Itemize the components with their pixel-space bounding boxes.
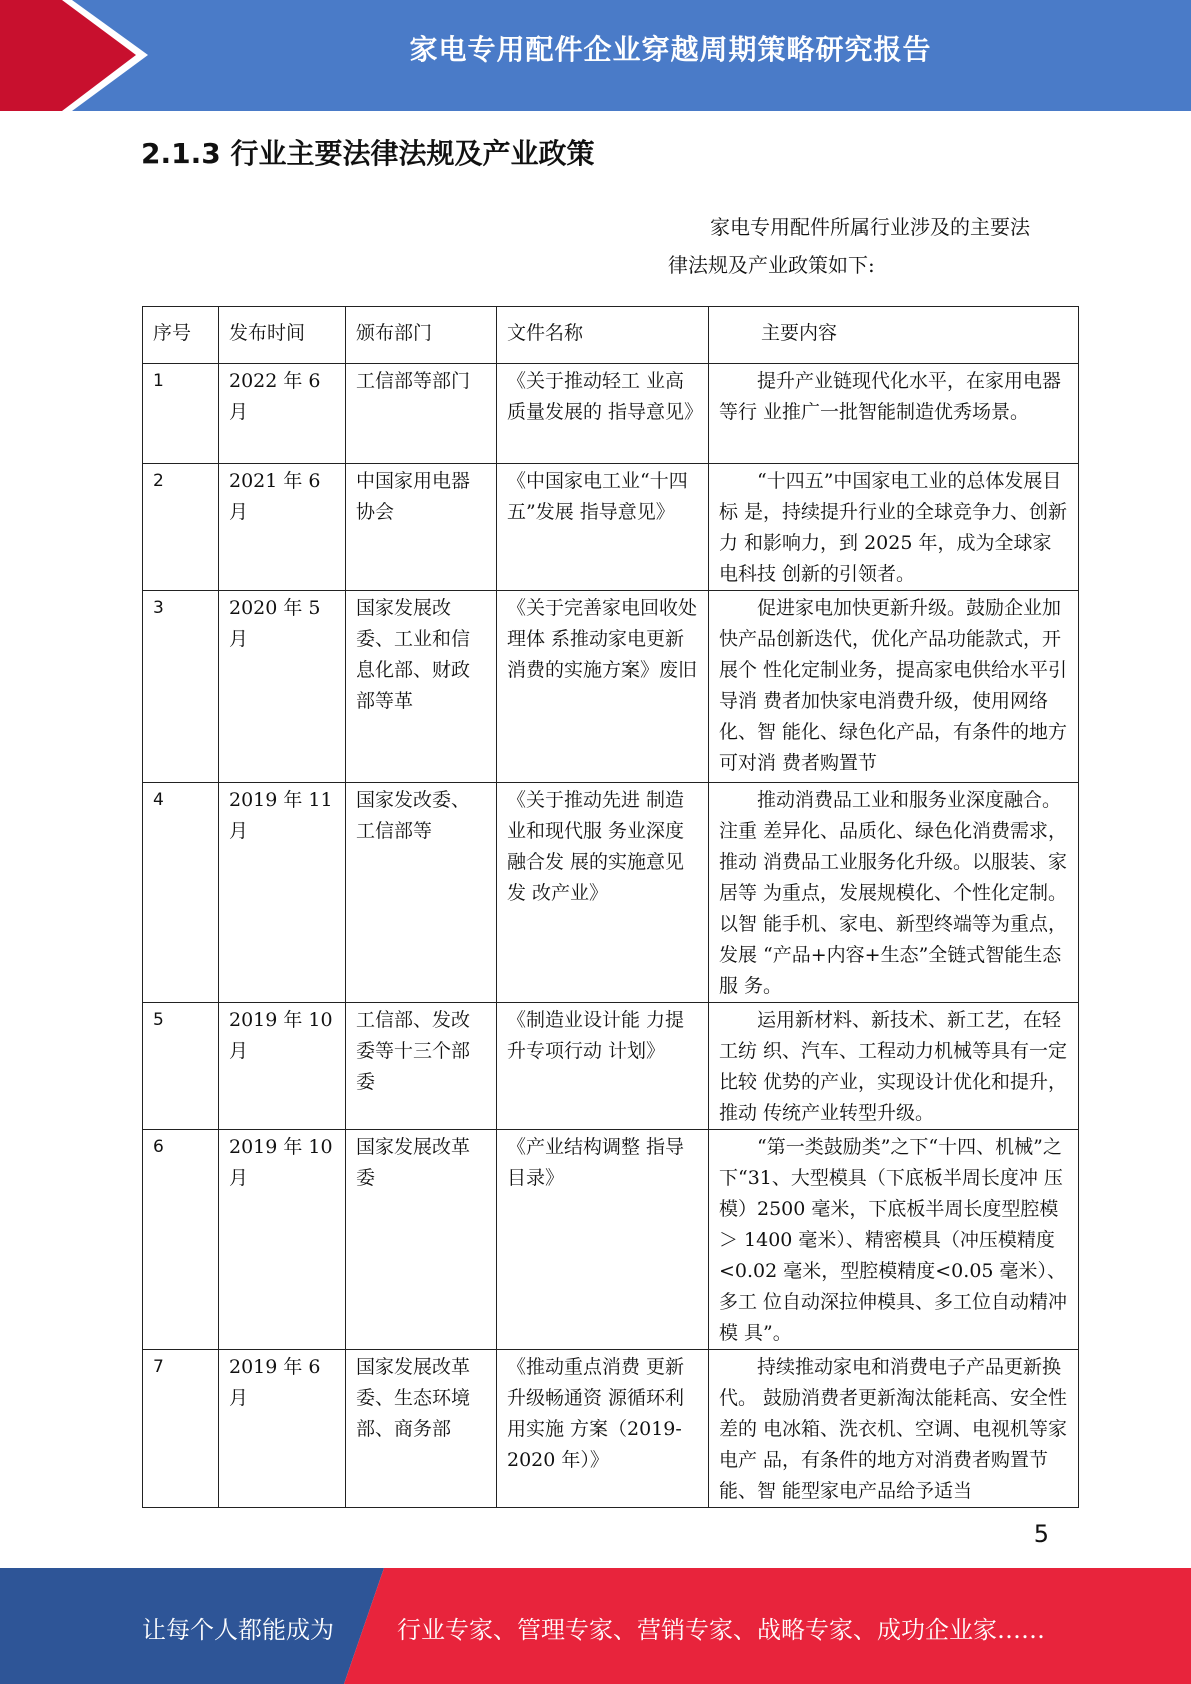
row-document-name: 《产业结构调整 指导目录》 xyxy=(497,1130,709,1350)
column-header-document-name: 文件名称 xyxy=(497,307,709,364)
table-row xyxy=(143,1350,1079,1508)
row-document-name: 《关于完善家电回收处理体 系推动家电更新 消费的实施方案》废旧 xyxy=(497,591,709,783)
row-content: 促进家电加快更新升级。鼓励企业加快产品创新迭代，优化产品功能款式，开展个 性化定制业务，提高家电供给水平引导消 费者加快家电消费升级，使用网络化、智 能化、绿色化产品，有条件的地方可对消 费者购置节 xyxy=(709,591,1079,783)
footer-slogan-right: 行业专家、管理专家、营销专家、战略专家、成功企业家…… xyxy=(397,1616,1045,1644)
row-department: 工信部、发改委等十三个部委 xyxy=(346,1003,497,1130)
row-date: 2022 年 6 月 xyxy=(219,364,346,464)
column-header-department: 颁布部门 xyxy=(346,307,497,364)
table-row xyxy=(143,1130,1079,1350)
row-department: 中国家用电器协会 xyxy=(346,464,497,591)
table-row xyxy=(143,783,1079,1003)
table-header-row xyxy=(143,307,1079,364)
row-number: 1 xyxy=(143,364,219,464)
row-content: “第一类鼓励类”之下“十四、机械”之下“31、大型模具（下底板半周长度冲 压模）2500 毫米，下底板半周长度型腔模 ＞ 1400 毫米）、精密模具（冲压模精度 <0.02 毫米，型腔模精度<0.05 毫米）、多工 位自动深拉伸模具、多工位自动精冲模 具”。 xyxy=(709,1130,1079,1350)
row-department: 国家发展改委、工业和信息化部、财政部等革 xyxy=(346,591,497,783)
row-department: 工信部等部门 xyxy=(346,364,497,464)
row-number: 3 xyxy=(143,591,219,783)
column-header-date: 发布时间 xyxy=(219,307,346,364)
section-heading: 2.1.3 行业主要法律法规及产业政策 xyxy=(141,137,595,170)
row-document-name: 《制造业设计能 力提升专项行动 计划》 xyxy=(497,1003,709,1130)
row-department: 国家发展改革委 xyxy=(346,1130,497,1350)
row-number: 4 xyxy=(143,783,219,1003)
row-number: 6 xyxy=(143,1130,219,1350)
table-row xyxy=(143,464,1079,591)
policy-table xyxy=(142,306,1079,1508)
row-document-name: 《关于推动先进 制造业和现代服 务业深度融合发 展的实施意见发 改产业》 xyxy=(497,783,709,1003)
row-date: 2019 年 10 月 xyxy=(219,1003,346,1130)
footer-banner xyxy=(0,1568,1191,1684)
row-content: 运用新材料、新技术、新工艺，在轻工纺 织、汽车、工程动力机械等具有一定比较 优势的产业，实现设计优化和提升，推动 传统产业转型升级。 xyxy=(709,1003,1079,1130)
chevron-logo-icon xyxy=(0,0,160,111)
page-number: 5 xyxy=(1033,1520,1049,1548)
row-date: 2019 年 6 月 xyxy=(219,1350,346,1508)
row-content: 提升产业链现代化水平，在家用电器等行 业推广一批智能制造优秀场景。 xyxy=(709,364,1079,464)
header-banner xyxy=(0,0,1191,111)
row-date: 2019 年 11 月 xyxy=(219,783,346,1003)
report-title: 家电专用配件企业穿越周期策略研究报告 xyxy=(409,33,932,66)
column-header-no: 序号 xyxy=(143,307,219,364)
row-number: 5 xyxy=(143,1003,219,1130)
row-date: 2021 年 6 月 xyxy=(219,464,346,591)
row-document-name: 《中国家电工业“十四五”发展 指导意见》 xyxy=(497,464,709,591)
footer-slogan-left: 让每个人都能成为 xyxy=(142,1616,334,1644)
table-row xyxy=(143,591,1079,783)
intro-text-line-2: 律法规及产业政策如下: xyxy=(668,253,875,277)
row-content: 持续推动家电和消费电子产品更新换代。 鼓励消费者更新淘汰能耗高、安全性差的 电冰箱、洗衣机、空调、电视机等家电产 品，有条件的地方对消费者购置节能、智 能型家电产品给予适当 xyxy=(709,1350,1079,1508)
table-row xyxy=(143,1003,1079,1130)
row-document-name: 《关于推动轻工 业高质量发展的 指导意见》 xyxy=(497,364,709,464)
column-header-main-content: 主要内容 xyxy=(709,307,1079,364)
row-number: 7 xyxy=(143,1350,219,1508)
row-content: 推动消费品工业和服务业深度融合。注重 差异化、品质化、绿色化消费需求，推动 消费品工业服务化升级。以服装、家居等 为重点，发展规模化、个性化定制。以智 能手机、家电、新型终端等为重点，发展 “产品+内容+生态”全链式智能生态服 务。 xyxy=(709,783,1079,1003)
table-row xyxy=(143,364,1079,464)
row-document-name: 《推动重点消费 更新升级畅通资 源循环利用实施 方案（2019- 2020 年）》 xyxy=(497,1350,709,1508)
row-content: “十四五”中国家电工业的总体发展目标 是，持续提升行业的全球竞争力、创新力 和影响力，到 2025 年，成为全球家电科技 创新的引领者。 xyxy=(709,464,1079,591)
row-number: 2 xyxy=(143,464,219,591)
row-department: 国家发改委、工信部等 xyxy=(346,783,497,1003)
row-date: 2019 年 10 月 xyxy=(219,1130,346,1350)
intro-text-line-1: 家电专用配件所属行业涉及的主要法 xyxy=(710,215,1030,239)
row-department: 国家发展改革委、生态环境部、商务部 xyxy=(346,1350,497,1508)
row-date: 2020 年 5 月 xyxy=(219,591,346,783)
